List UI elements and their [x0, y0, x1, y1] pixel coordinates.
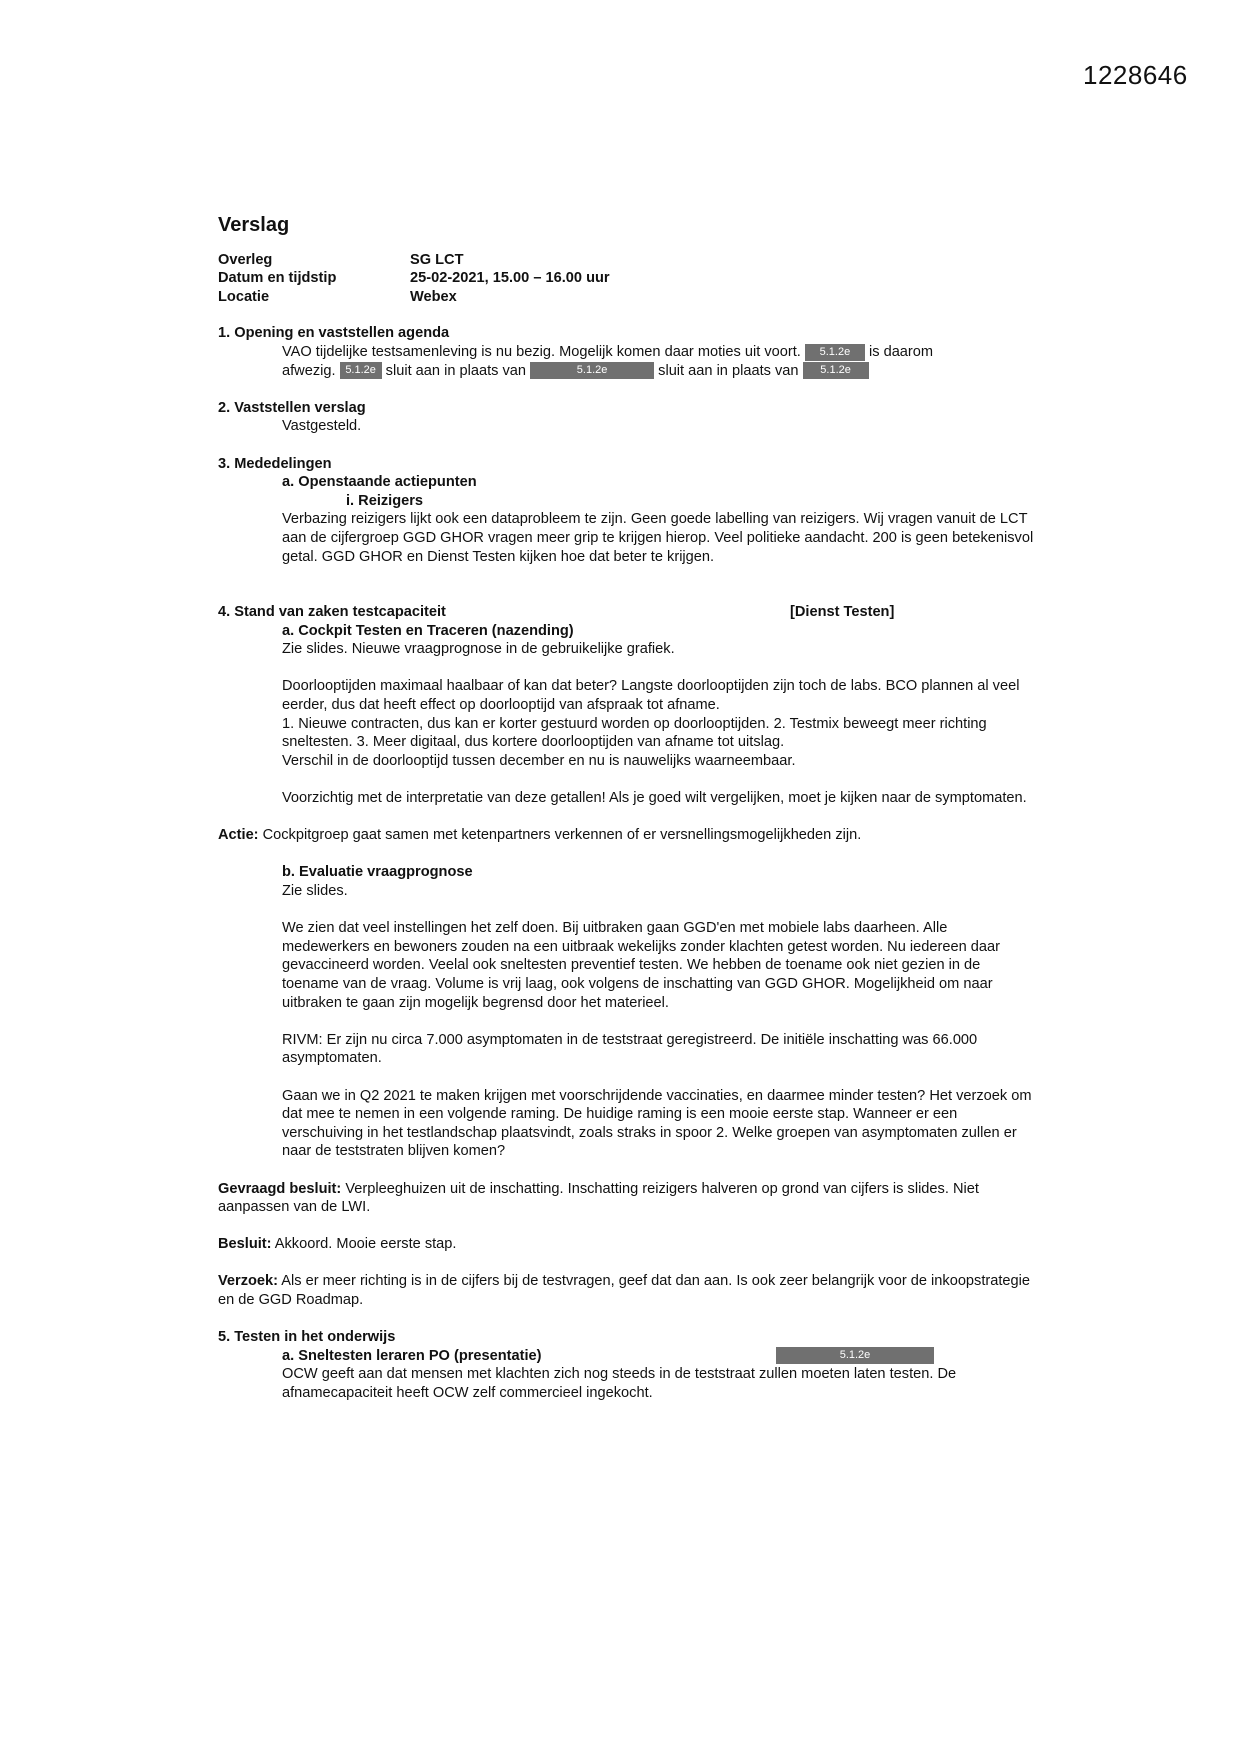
subsubsection-heading: i. Reizigers — [346, 492, 424, 509]
section-heading: 2. Vaststellen verslag — [218, 399, 366, 416]
meta-value: 25-02-2021, 15.00 – 16.00 uur — [410, 270, 610, 287]
report-page — [218, 216, 1038, 1403]
decision-label: Besluit: — [218, 1236, 272, 1253]
section-heading: 4. Stand van zaken testcapaciteit — [218, 604, 446, 621]
action-label: Actie: — [218, 827, 259, 844]
redaction-block: 5.1.2e — [803, 362, 869, 379]
paragraph: Zie slides. Nieuwe vraagprognose in de gebruikelijke grafiek. — [282, 641, 675, 658]
subsection-heading: a. Openstaande actiepunten — [282, 474, 477, 491]
paragraph: OCW geeft aan dat mensen met klachten zich nog steeds in de teststraat zullen moeten laten testen. De afnamecapaciteit heeft OCW zelf commercieel ingekocht. — [282, 1366, 957, 1402]
opening-text: sluit aan in plaats van — [658, 362, 799, 379]
opening-text: VAO tijdelijke testsamenleving is nu bezig. Mogelijk komen daar moties uit voort. — [282, 343, 801, 360]
meta-row — [218, 251, 610, 270]
action-text: Cockpitgroep gaat samen met ketenpartners verkennen of er versnellingsmogelijkheden zijn. — [262, 827, 862, 844]
section-testcapaciteit — [218, 603, 1038, 1310]
opening-text: afwezig. — [282, 362, 336, 379]
meta-value: Webex — [410, 288, 457, 305]
subsection-heading: a. Cockpit Testen en Traceren (nazending) — [282, 622, 574, 639]
paragraph: 1. Nieuwe contracten, dus kan er korter gestuurd worden op doorlooptijden. 2. Testmix beweegt meer richting sneltesten. 3. Meer digitaal, dus kortere doorlooptijden van afname tot uitslag. — [282, 715, 987, 751]
request-text: Als er meer richting is in de cijfers bij de testvragen, geef dat dan aan. Is ook zeer belangrijk voor de inkoopstrategie en de GGD Roadmap. — [218, 1273, 1031, 1309]
redaction-block: 5.1.2e — [805, 344, 865, 361]
opening-line-2 — [282, 362, 1038, 381]
requested-decision — [218, 1180, 1038, 1217]
paragraph: Doorlooptijden maximaal haalbaar of kan dat beter? Langste doorlooptijden zijn toch de labs. BCO plannen al veel eerder, dus dat heeft effect op doorlooptijd van afspraak tot afname. — [282, 678, 1020, 714]
report-title: Verslag — [218, 214, 290, 236]
paragraph: We zien dat veel instellingen het zelf doen. Bij uitbraken gaan GGD'en met mobiele labs daarheen. Alle medewerkers en bewoners zouden na een uitbraak wekelijks zonder klachten getest worden. Nu iedereen daar gevaccineerd worden. Veelal ook sneltesten preventief testen. We hebben de toename ook niet gezien in de toename van de vraag. Volume is vrij laag, ook volgens de inschatting van GGD GHOR. Mogelijkheid om naar uitbraken te gaan zijn mogelijk begrensd door het materieel. — [282, 920, 1000, 1011]
meta-value: SG LCT — [410, 251, 464, 268]
opening-line-1 — [282, 343, 1038, 362]
paragraph: Verschil in de doorlooptijd tussen december en nu is nauwelijks waarneembaar. — [282, 752, 796, 769]
section-verslag — [218, 399, 1038, 436]
subsection-heading: a. Sneltesten leraren PO (presentatie) — [282, 1347, 542, 1364]
section-body — [218, 343, 1038, 380]
requested-decision-label: Gevraagd besluit: — [218, 1180, 342, 1197]
decision-text: Akkoord. Mooie eerste stap. — [274, 1236, 457, 1253]
section-heading: 1. Opening en vaststellen agenda — [218, 325, 450, 342]
section-mededelingen — [218, 455, 1038, 567]
action-item — [218, 826, 1038, 845]
section-owner: [Dienst Testen] — [790, 604, 895, 621]
meta-table — [218, 251, 610, 307]
redaction-block: 5.1.2e — [776, 1347, 934, 1364]
paragraph: Zie slides. — [282, 883, 348, 899]
meta-key: Locatie — [218, 288, 270, 305]
section-body: Vastgesteld. — [282, 418, 362, 435]
paragraph: Voorzichtig met de interpretatie van deze getallen! Als je goed wilt vergelijken, moet je kijken naar de symptomaten. — [282, 790, 1027, 807]
subsection-heading: b. Evaluatie vraagprognose — [282, 864, 473, 881]
requested-decision-text: Verpleeghuizen uit de inschatting. Inschatting reizigers halveren op grond van cijfers is slides. Niet aanpassen van de LWI. — [218, 1180, 979, 1216]
decision — [218, 1235, 1038, 1254]
meta-row — [218, 269, 610, 288]
request-label: Verzoek: — [218, 1273, 279, 1290]
opening-text: is daarom — [868, 343, 934, 360]
section-heading: 5. Testen in het onderwijs — [218, 1329, 396, 1346]
section-heading: 3. Mededelingen — [218, 455, 332, 472]
paragraph: Verbazing reizigers lijkt ook een dataprobleem te zijn. Geen goede labelling van reizigers. Wij vragen vanuit de LCT aan de cijfergroep GGD GHOR vragen meer grip te krijgen hierop. Veel politieke aandacht. 200 is geen betekenisvol getal. GGD GHOR en Dienst Testen kijken hoe dat beter te krijgen. — [282, 511, 1034, 565]
paragraph: Gaan we in Q2 2021 te maken krijgen met voorschrijdende vaccinaties, en daarmee minder testen? Het verzoek om dat mee te nemen in een volgende raming. De huidige raming is een mooie eerste stap. Wanneer er een verschuiving in het testlandschap plaatsvindt, zoals straks in spoor 2. Welke groepen van asymptomaten zullen er naar de teststraten blijven komen? — [282, 1087, 1032, 1160]
section-opening — [218, 324, 1038, 380]
document-id: 1228646 — [1083, 60, 1188, 90]
meta-key: Datum en tijdstip — [218, 270, 337, 287]
opening-text: sluit aan in plaats van — [385, 362, 527, 379]
section-onderwijs — [218, 1328, 1038, 1402]
meta-row — [218, 288, 610, 307]
meta-key: Overleg — [218, 251, 273, 268]
paragraph: RIVM: Er zijn nu circa 7.000 asymptomaten in de teststraat geregistreerd. De initiële inschatting was 66.000 asymptomaten. — [282, 1031, 978, 1067]
request — [218, 1272, 1038, 1309]
redaction-block: 5.1.2e — [530, 362, 654, 379]
redaction-block: 5.1.2e — [340, 362, 382, 379]
